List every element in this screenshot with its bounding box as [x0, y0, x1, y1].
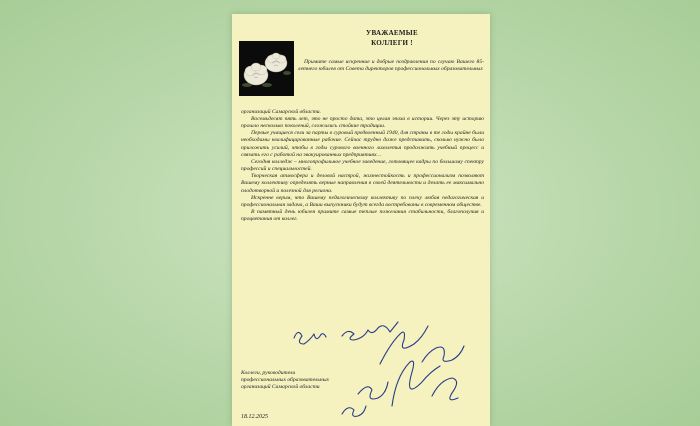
signature-line1: Коллеги, руководители: [241, 370, 296, 376]
intro-paragraph-end: организаций Самарской области.: [241, 109, 321, 115]
body-paragraph: В памятный день юбилея примите самые теплые пожелания стабильности, благополучия и процветания от коллег.: [241, 209, 484, 223]
roses-photo: [239, 41, 294, 96]
body-paragraph: Первые учащиеся сели за парты в суровый предвоенный 1940, для страны в те годы крайне были необходимы квалифицированные рабочие. Сейчас трудно даже представить, сколько нужно было приложить усилий, чтобы в годы сурового военного лихолетья продолжить учебный процесс и связать его с работой на эвакуированных предприятиях…: [241, 130, 484, 158]
body-paragraph: Сегодня колледж – многопрофильное учебное заведение, готовящее кадры по большому спектру профессий и специальностей.: [241, 158, 484, 173]
intro-paragraph: Примите самые искренние и добрые поздравления по случаю Вашего 85-летнего юбилея от Совета директоров профессиональных образовательных: [298, 59, 484, 73]
body-paragraph: Творческая атмосфера и деловой настрой, жизнестойкость и профессионализм позволяют Вашему коллективу определять верные направления в своей деятельности и делать ее максимально плодотворной и полезной для региона.: [241, 173, 484, 194]
signature-line3: организаций Самарской области: [241, 384, 320, 391]
body-paragraph: Искренне верим, что Вашему педагогическому коллективу по плечу любая педагогическая и профессиональная задача, а Ваши выпускники будут всегда востребованы в современном обществе.: [241, 194, 484, 208]
signature-block: [241, 370, 391, 391]
body-paragraph: Восемьдесят пять лет, это не просто дата, это целая эпоха в истории. Через эту историю прошло несколько поколений, сложились стойкие традиции.: [241, 116, 484, 130]
signature-line2: профессиональных образовательных: [241, 377, 329, 384]
white-roses-icon: [239, 41, 294, 96]
letter-page: [232, 14, 490, 426]
letter-date: 18.12.2025: [241, 414, 268, 420]
letter-body: [241, 116, 484, 223]
letter-title-line2: КОЛЛЕГИ !: [371, 39, 413, 47]
letter-title-line1: УВАЖАЕМЫЕ: [366, 29, 418, 37]
